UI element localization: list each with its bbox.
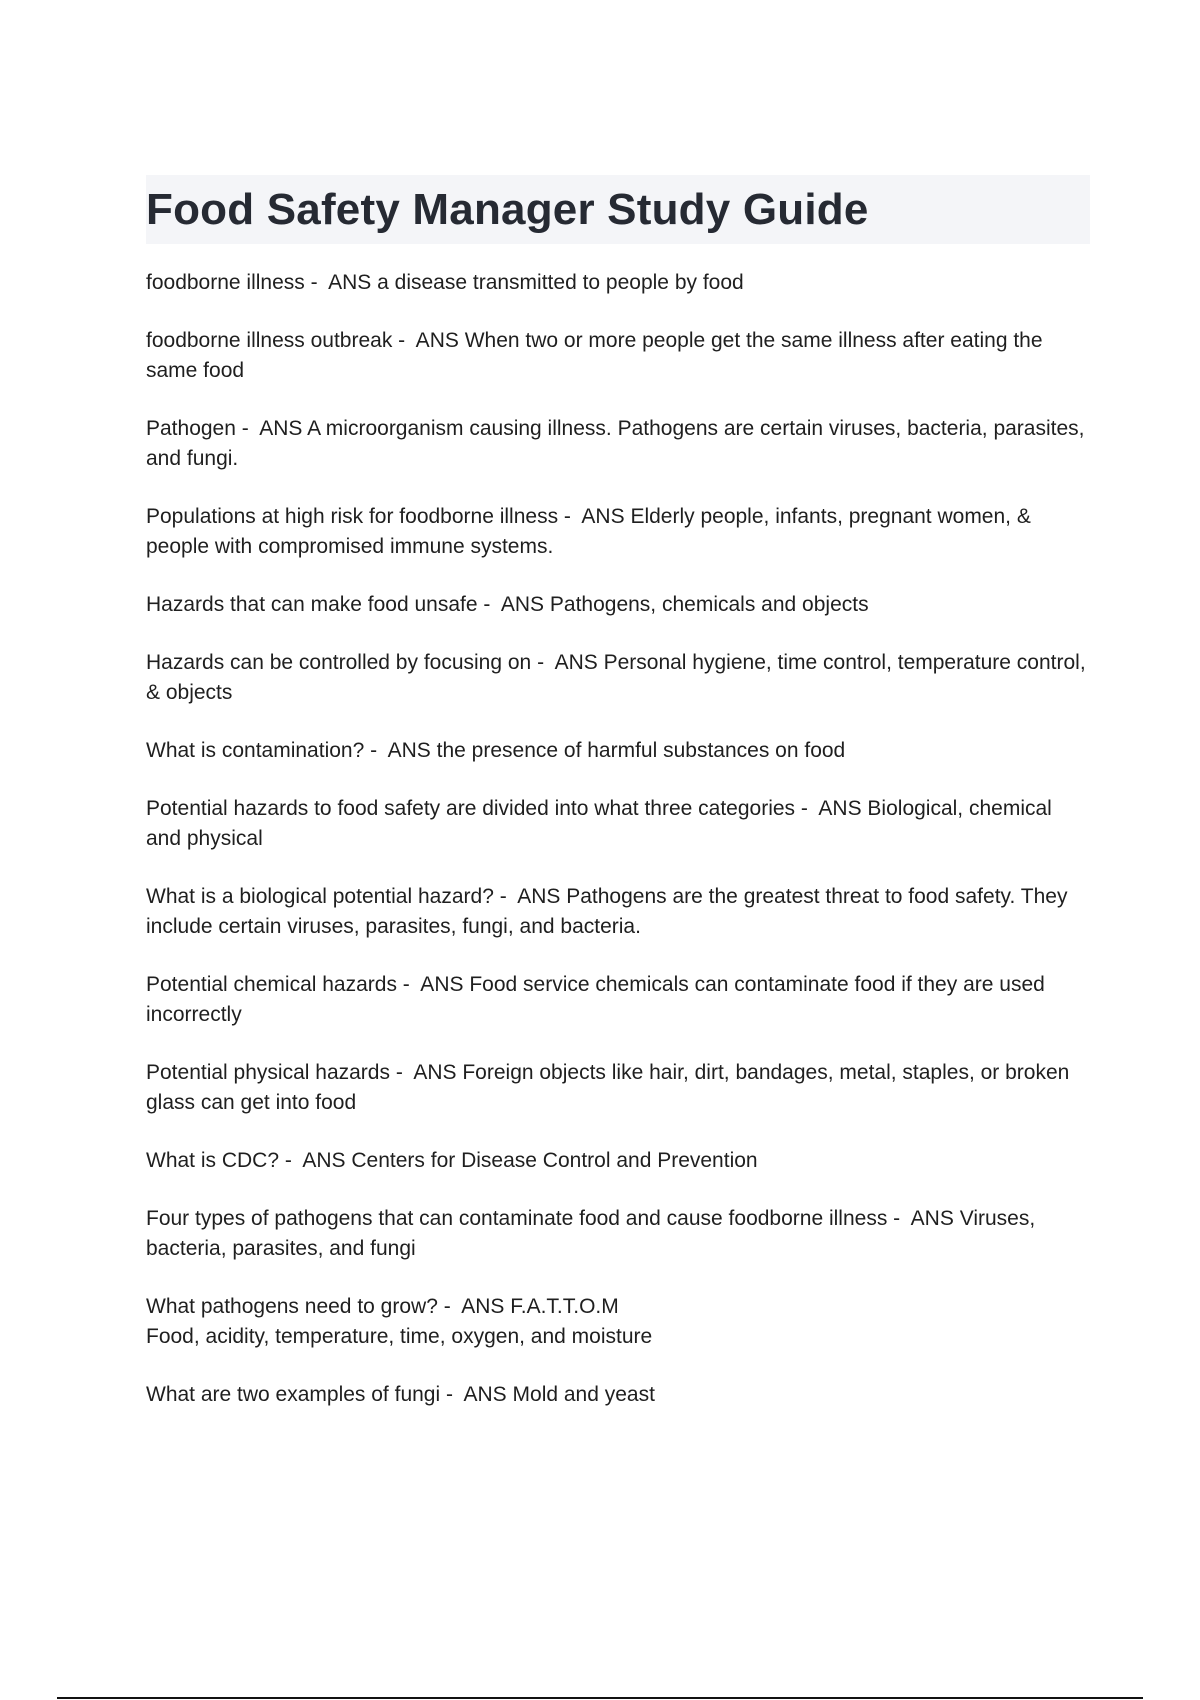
qa-separator: - ANS: [364, 739, 437, 762]
qa-answer-continued: Food, acidity, temperature, time, oxygen, and moisture: [146, 1325, 653, 1348]
qa-term: Four types of pathogens that can contaminate food and cause foodborne illness: [146, 1207, 888, 1230]
qa-answer: the presence of harmful substances on food: [436, 739, 846, 762]
qa-term: What pathogens need to grow?: [146, 1295, 438, 1318]
qa-item: [146, 970, 1090, 1030]
qa-item: [146, 590, 1090, 620]
qa-item: [146, 1204, 1090, 1264]
qa-term: Populations at high risk for foodborne illness: [146, 505, 559, 528]
qa-answer: When two or more people get the same illness after eating the same food: [146, 329, 1043, 382]
qa-term: What is CDC?: [146, 1149, 280, 1172]
qa-separator: - ANS: [440, 1383, 513, 1406]
qa-term: Pathogen: [146, 417, 236, 440]
qa-separator: - ANS: [392, 329, 465, 352]
qa-separator: - ANS: [389, 1061, 463, 1084]
qa-answer: Food service chemicals can contaminate food if they are used incorrectly: [146, 973, 1045, 1026]
qa-answer: Pathogens, chemicals and objects: [549, 593, 869, 616]
qa-separator: - ANS: [396, 973, 470, 996]
qa-separator: - ANS: [437, 1295, 511, 1318]
qa-term: What is a biological potential hazard?: [146, 885, 494, 908]
qa-answer: Centers for Disease Control and Prevention: [351, 1149, 758, 1172]
qa-separator: - ANS: [235, 417, 308, 440]
footer-divider: [57, 1697, 1143, 1699]
qa-term: What is contamination?: [146, 739, 365, 762]
qa-item: [146, 326, 1090, 386]
qa-term: What are two examples of fungi: [146, 1383, 441, 1406]
qa-separator: - ANS: [795, 797, 868, 820]
qa-answer: F.A.T.T.O.M: [510, 1295, 619, 1318]
qa-answer: Pathogens are the greatest threat to food safety. They include certain viruses, parasites, fungi, and bacteria.: [146, 885, 1068, 938]
qa-list: [146, 268, 1090, 1438]
page-title: Food Safety Manager Study Guide: [146, 185, 869, 234]
qa-answer: A microorganism causing illness. Pathogens are certain viruses, bacteria, parasites, and fungi.: [146, 417, 1085, 470]
qa-term: foodborne illness: [146, 271, 305, 294]
qa-separator: - ANS: [531, 651, 604, 674]
qa-separator: - ANS: [477, 593, 550, 616]
title-banner: [146, 175, 1090, 244]
qa-separator: - ANS: [558, 505, 631, 528]
qa-term: Potential chemical hazards: [146, 973, 397, 996]
qa-item: [146, 414, 1090, 474]
qa-separator: - ANS: [887, 1207, 960, 1230]
qa-term: Potential physical hazards: [146, 1061, 390, 1084]
qa-answer: Foreign objects like hair, dirt, bandages, metal, staples, or broken glass can get into food: [146, 1061, 1070, 1114]
qa-term: foodborne illness outbreak: [146, 329, 393, 352]
qa-item: [146, 794, 1090, 854]
qa-item: [146, 882, 1090, 942]
qa-item: [146, 648, 1090, 708]
qa-separator: - ANS: [304, 271, 378, 294]
qa-term: Potential hazards to food safety are divided into what three categories: [146, 797, 796, 820]
qa-item: [146, 502, 1090, 562]
qa-item: [146, 1058, 1090, 1118]
qa-item: [146, 1146, 1090, 1176]
qa-answer: Personal hygiene, time control, temperature control, & objects: [146, 651, 1086, 704]
qa-answer: Viruses, bacteria, parasites, and fungi: [146, 1207, 1036, 1260]
qa-separator: - ANS: [493, 885, 567, 908]
qa-answer: Biological, chemical and physical: [146, 797, 1052, 850]
qa-term: Hazards that can make food unsafe: [146, 593, 478, 616]
qa-item: [146, 268, 1090, 298]
qa-answer: Elderly people, infants, pregnant women, & people with compromised immune systems.: [146, 505, 1031, 558]
qa-item: [146, 1292, 1090, 1352]
qa-separator: - ANS: [279, 1149, 352, 1172]
qa-term: Hazards can be controlled by focusing on: [146, 651, 532, 674]
qa-item: [146, 1380, 1090, 1410]
qa-item: [146, 736, 1090, 766]
qa-answer: a disease transmitted to people by food: [377, 271, 744, 294]
qa-answer: Mold and yeast: [512, 1383, 655, 1406]
